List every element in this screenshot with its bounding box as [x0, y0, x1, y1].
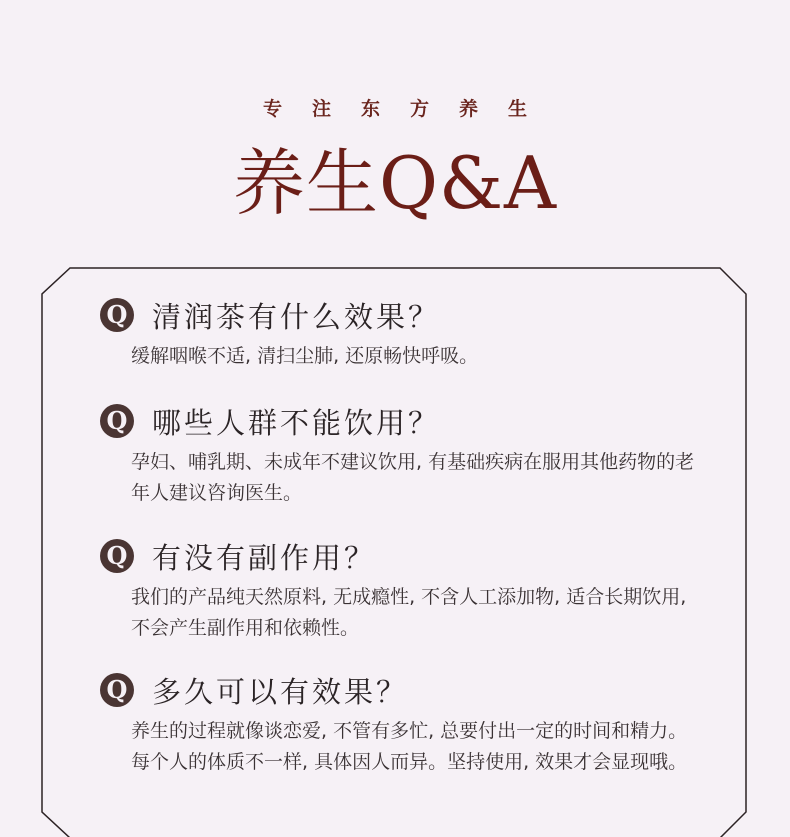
q-badge-icon: Q — [100, 298, 134, 332]
q-badge-icon: Q — [100, 404, 134, 438]
question-row — [100, 401, 720, 441]
q-badge-icon: Q — [100, 673, 134, 707]
question-text: 多久可以有效果？ — [152, 674, 409, 709]
question-text: 有没有副作用？ — [152, 540, 377, 575]
answer-text: 缓解咽喉不适, 清扫尘肺, 还原畅快呼吸。 — [131, 345, 479, 367]
question-row — [100, 536, 720, 576]
question-text: 清润茶有什么效果？ — [152, 299, 441, 334]
answer-text: 我们的产品纯天然原料, 无成瘾性, 不含人工添加物, 适合长期饮用, 不会产生副作用和依赖性。 — [131, 586, 687, 639]
answer-text: 养生的过程就像谈恋爱, 不管有多忙, 总要付出一定的时间和精力。每个人的体质不一样, 具体因人而异。坚持使用, 效果才会显现哦。 — [131, 720, 688, 773]
question-row — [100, 670, 720, 710]
q-badge-icon: Q — [100, 539, 134, 573]
qa-item-4 — [100, 670, 720, 778]
answer-text: 孕妇、哺乳期、未成年不建议饮用, 有基础疾病在服用其他药物的老年人建议咨询医生。 — [131, 451, 695, 504]
page-subtitle: 专注东方养生 — [262, 98, 557, 120]
question-row — [100, 295, 720, 335]
page-title: 养生Q&A — [232, 141, 558, 225]
qa-item-2 — [100, 401, 720, 509]
question-text: 哪些人群不能饮用？ — [152, 405, 441, 440]
qa-item-1 — [100, 295, 720, 372]
qa-item-3 — [100, 536, 720, 644]
